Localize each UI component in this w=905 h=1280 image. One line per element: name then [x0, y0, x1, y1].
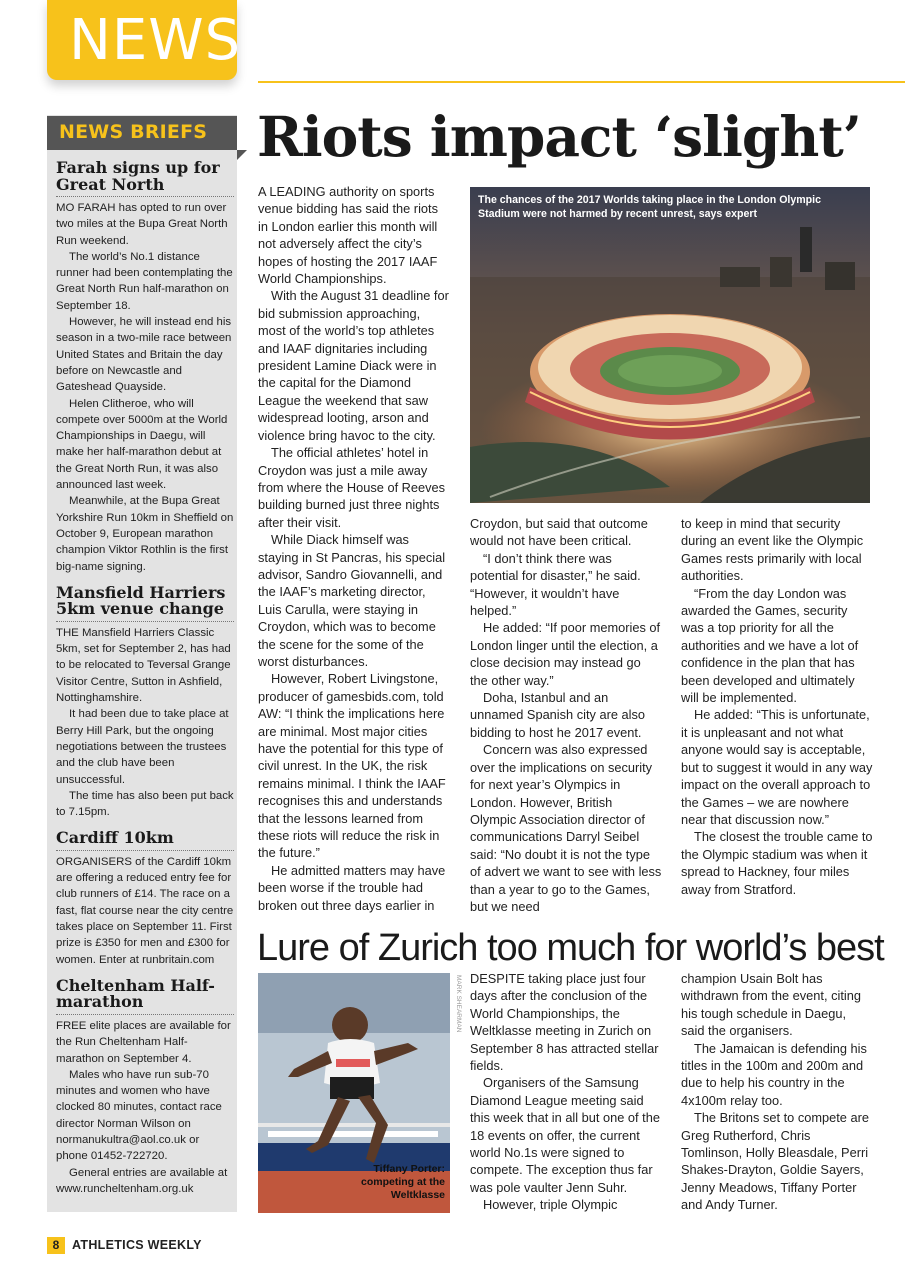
article-paragraph: DESPITE taking place just four days after the conclusion of the World Championships, the Weltklasse meeting in Zurich on September 8 has attracted stellar fields.: [470, 971, 659, 1074]
page-number: 8: [47, 1237, 65, 1254]
article-paragraph: Doha, Istanbul and an unnamed Spanish city are also bidding to host he 2017 event.: [470, 690, 645, 740]
article-paragraph: The closest the trouble came to the Olympic stadium was when it spread to Hackney, four miles away from Stratford.: [681, 829, 873, 897]
article-paragraph: He added: “If poor memories of London linger until the election, a close decision may instead go the other way.”: [470, 620, 661, 688]
brief-farah: [56, 160, 234, 575]
article-paragraph: He admitted matters may have been worse if the trouble had broken out three days earlier in: [258, 862, 446, 913]
brief-paragraph: MO FARAH has opted to run over two miles at the Bupa Great North Run weekend.: [56, 202, 228, 247]
article-paragraph: Concern was also expressed over the implications on security for next year’s Olympics in London. However, British Olympic Association director of communications Darryl Seibel said: “No doubt it is not the type of advert we want to see with less than a year to go to the Games, but we need: [470, 742, 662, 914]
story1-column-3: [681, 515, 873, 898]
photo-credit: MARK SHEARMAN: [455, 975, 462, 1033]
brief-paragraph: Meanwhile, at the Bupa Great Yorkshire Run 10km in Sheffield on October 9, European marathon champion Viktor Rothlin is the first big-name signing.: [56, 495, 234, 573]
section-tab: [47, 0, 242, 80]
stadium-illustration: [470, 187, 870, 503]
article-paragraph: to keep in mind that security during an event like the Olympic Games rests primarily with local authorities.: [681, 516, 864, 584]
article-paragraph: The official athletes’ hotel in Croydon was just a mile away from where the House of Reeves building burned just three nights after their visit.: [258, 445, 446, 530]
brief-paragraph: The world’s No.1 distance runner had been contemplating the Great North Run half-marathon on September 18.: [56, 250, 233, 312]
header-arrow: [237, 150, 247, 160]
stadium-photo: [470, 187, 870, 503]
article-paragraph: With the August 31 deadline for bid submission approaching, most of the world’s top athletes and IAAF dignitaries including president Lamine Diack were in the capital for the Diamond League the weekend that saw widespread looting, arson and violence bring havoc to the city.: [258, 288, 449, 443]
brief-title: Mansfield Harriers 5km venue change: [56, 585, 234, 622]
brief-paragraph: The time has also been put back to 7.15pm.: [56, 789, 234, 819]
brief-paragraph: However, he will instead end his season in a two-mile race between United States and Britain the day before on Newcastle and Gateshead Quayside.: [56, 316, 232, 394]
article-paragraph: The Jamaican is defending his titles in the 100m and 200m and due to help his country in the 4x100m relay too.: [681, 1040, 867, 1108]
article-paragraph: “I don’t think there was potential for disaster,” he said. “However, it wouldn’t have helped.”: [470, 550, 641, 619]
article-paragraph: Organisers of the Samsung Diamond League meeting said this week that in all but one of the 18 events on offer, the current world No.1s were signed to compete. The exception thus far was pole vaulter Jenn Suhr.: [470, 1075, 660, 1195]
article-paragraph: However, Robert Livingstone, producer of gamesbids.com, told AW: “I think the implications here are minimal. Most major cities have the potential for this type of civil unrest. In the UK, the risk remains minimal. I think the IAAF recognises this and understands that the lessons learned from these riots will reduce the risk in the future.”: [258, 671, 446, 861]
brief-title: Cheltenham Half-marathon: [56, 978, 234, 1015]
section-title: NEWS: [69, 8, 242, 73]
stadium-caption: The chances of the 2017 Worlds taking place in the London Olympic Stadium were not harmed by recent unrest, says expert: [478, 194, 821, 220]
article-paragraph: However, triple Olympic: [483, 1197, 618, 1213]
story1-column-2: [470, 515, 662, 915]
article-paragraph: A LEADING authority on sports venue bidding has said the riots in London earlier this month will not adversely affect the city’s hopes of hosting the 2017 IAAF World Championships.: [258, 184, 438, 287]
brief-paragraph: THE Mansfield Harriers Classic 5km, set for September 2, has had to be relocated to Teversal Grange Visitor Centre, Sutton in Ashfield, Nottinghamshire.: [56, 626, 231, 705]
story2-column-2: [681, 970, 873, 1214]
news-briefs-header: [47, 116, 237, 150]
brief-paragraph: It had been due to take place at Berry Hill Park, but the ongoing negotiations between the trustees and the club have been unsuccessful.: [56, 708, 229, 786]
top-divider: [258, 81, 905, 83]
article-paragraph: Croydon, but said that outcome would not have been critical.: [470, 516, 648, 549]
news-briefs-title: NEWS BRIEFS: [59, 121, 208, 143]
brief-paragraph: Helen Clitheroe, who will compete over 5000m at the World Championships in Daegu, will make her half-marathon debut at the Great North Run, it was also announced last week.: [56, 397, 228, 492]
story1-headline: Riots impact ‘slight’: [257, 104, 861, 169]
brief-paragraph: General entries are available at www.runcheltenham.org.uk: [56, 1166, 228, 1195]
article-paragraph: “From the day London was awarded the Games, security was a top priority for all the authorities and we have a lot of confidence in the plan that has been developed and ultimately will be implemented.: [681, 585, 859, 706]
story1-column-1: [258, 183, 450, 914]
briefs-list: [56, 160, 234, 1207]
brief-cardiff: [56, 830, 234, 968]
article-paragraph: champion Usain Bolt has withdrawn from the event, citing his tough schedule in Daegu, said the organisers.: [681, 971, 861, 1039]
brief-paragraph: ORGANISERS of the Cardiff 10km are offering a reduced entry fee for club runners of £14. The race on a fast, flat course near the city centre takes place on September 11. First prize is £350 for men and £300 for women. Enter at runbritain.com: [56, 855, 234, 966]
article-paragraph: The Britons set to compete are Greg Rutherford, Chris Tomlinson, Holly Bleasdale, Perri Shakes-Drayton, Goldie Sayers, Jenny Meadows, Tiffany Porter and Andy Turner.: [681, 1110, 869, 1213]
brief-paragraph: FREE elite places are available for the Run Cheltenham Half-marathon on September 4.: [56, 1019, 231, 1065]
brief-title: Cardiff 10km: [56, 830, 234, 851]
story2-headline: Lure of Zurich too much for world’s best: [257, 927, 884, 969]
article-paragraph: He added: “This is unfortunate, it is unpleasant and not what anyone would say is acceptable, but to suggest it would in any way impact on the overall approach to the Games – we are nowhere near that discussion now.”: [681, 707, 873, 827]
athlete-caption: Tiffany Porter: competing at the Weltklasse: [360, 1163, 445, 1201]
story2-column-1: [470, 970, 662, 1214]
article-paragraph: While Diack himself was staying in St Pancras, his special advisor, Sandro Giovannelli, and the IAAF’s marketing director, Luis Carulla, were staying in Croydon, which was to become the scene for the some of the worst disturbances.: [258, 532, 446, 669]
brief-title: Farah signs up for Great North: [56, 160, 234, 197]
brief-cheltenham: [56, 975, 234, 1197]
publication-name: ATHLETICS WEEKLY: [72, 1238, 202, 1252]
brief-paragraph: Males who have run sub-70 minutes and women who have clocked 80 minutes, contact race director Norman Wilson on normanukultra@aol.co.uk or phone 01452-722720.: [56, 1068, 222, 1163]
brief-mansfield: [56, 582, 234, 821]
